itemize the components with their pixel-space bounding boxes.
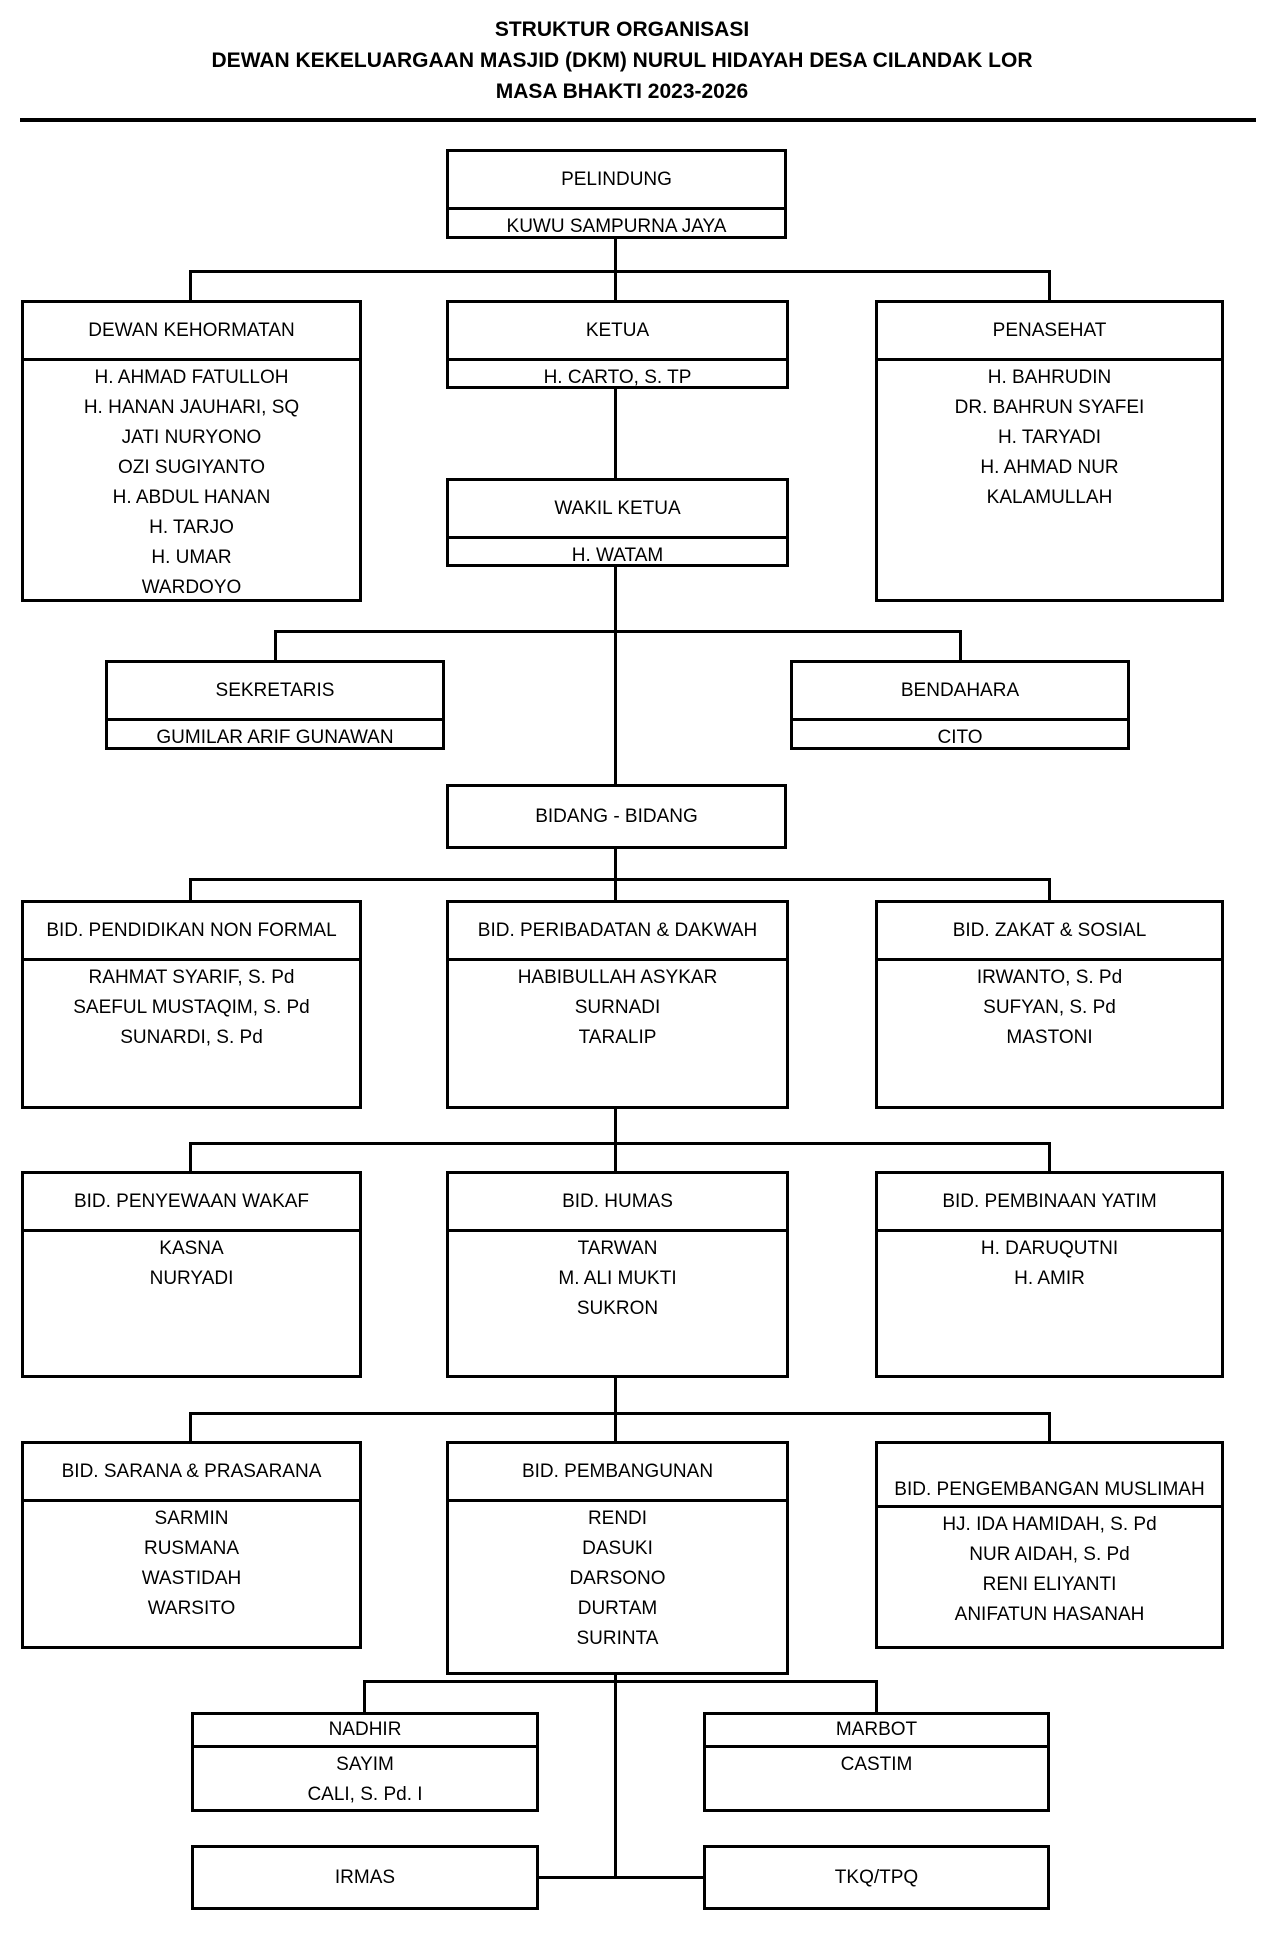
box-members <box>449 361 786 393</box>
connector-line <box>614 1412 617 1441</box>
member-name: SURNADI <box>574 997 661 1018</box>
connector-line <box>189 1142 192 1171</box>
org-box-peribadatan-dakwah <box>446 900 789 1109</box>
member-name: H. HANAN JAUHARI, SQ <box>83 397 300 418</box>
connector-line <box>614 239 617 273</box>
box-members <box>878 1232 1221 1375</box>
member-name: CALI, S. Pd. I <box>307 1784 423 1805</box>
member-name: JATI NURYONO <box>121 427 262 448</box>
member-name: SURINTA <box>576 1628 659 1649</box>
org-box-sarana-prasarana <box>21 1441 362 1649</box>
member-name: KASNA <box>159 1238 224 1259</box>
member-name: HJ. IDA HAMIDAH, S. Pd <box>942 1514 1157 1535</box>
connector-line <box>614 1675 617 1879</box>
connector-line <box>1048 878 1051 900</box>
org-box-irmas <box>191 1845 539 1910</box>
page-title-line1: STRUKTUR ORGANISASI <box>494 18 750 41</box>
member-name: IRWANTO, S. Pd <box>976 967 1123 988</box>
connector-line <box>274 630 962 633</box>
member-name: SUKRON <box>576 1298 659 1319</box>
connector-line <box>189 270 1051 273</box>
member-name: RUSMANA <box>143 1538 239 1559</box>
member-name: SAEFUL MUSTAQIM, S. Pd <box>73 997 310 1018</box>
connector-line <box>614 1378 617 1415</box>
box-members <box>449 961 786 1106</box>
member-name: H. UMAR <box>151 547 232 568</box>
org-box-nadhir <box>191 1712 539 1812</box>
box-title: BIDANG - BIDANG <box>535 805 698 827</box>
member-name: H. TARJO <box>149 517 234 538</box>
box-title: BID. PENDIDIKAN NON FORMAL <box>24 903 359 961</box>
member-name: WARDOYO <box>141 577 242 598</box>
box-members <box>24 961 359 1106</box>
member-name: HABIBULLAH ASYKAR <box>517 967 718 988</box>
box-members <box>878 361 1221 599</box>
box-members <box>878 1508 1221 1646</box>
member-name: H. AHMAD NUR <box>980 457 1119 478</box>
connector-line <box>614 878 617 900</box>
connector-line <box>614 389 617 478</box>
member-name: WARSITO <box>147 1598 236 1619</box>
box-title: KETUA <box>449 303 786 361</box>
member-name: WASTIDAH <box>141 1568 242 1589</box>
member-name: CITO <box>937 727 983 748</box>
member-name: H. BAHRUDIN <box>987 367 1112 388</box>
org-box-tkq-tpq <box>703 1845 1050 1910</box>
member-name: OZI SUGIYANTO <box>117 457 266 478</box>
member-name: GUMILAR ARIF GUNAWAN <box>156 727 394 748</box>
org-box-ketua <box>446 300 789 389</box>
member-name: H. AMIR <box>1014 1268 1085 1289</box>
box-title: BID. SARANA & PRASARANA <box>24 1444 359 1502</box>
box-title: BID. PERIBADATAN & DAKWAH <box>449 903 786 961</box>
member-name: SUNARDI, S. Pd <box>120 1027 263 1048</box>
connector-line <box>614 849 617 881</box>
box-title: BID. PEMBANGUNAN <box>449 1444 786 1502</box>
box-title: IRMAS <box>334 1866 396 1888</box>
org-box-pendidikan-non-formal <box>21 900 362 1109</box>
member-name: H. AHMAD FATULLOH <box>94 367 289 388</box>
connector-line <box>363 1680 366 1712</box>
box-title: BID. PENYEWAAN WAKAF <box>24 1174 359 1232</box>
box-title: BID. PENGEMBANGAN MUSLIMAH <box>878 1444 1221 1508</box>
connector-line <box>959 630 962 660</box>
org-box-wakil-ketua <box>446 478 789 567</box>
connector-line <box>614 1142 617 1171</box>
member-name: SARMIN <box>154 1508 229 1529</box>
box-members <box>878 961 1221 1106</box>
box-title: WAKIL KETUA <box>449 481 786 539</box>
box-title: SEKRETARIS <box>108 663 442 721</box>
connector-line <box>274 630 277 660</box>
org-box-pembangunan <box>446 1441 789 1675</box>
connector-line <box>1048 1412 1051 1441</box>
org-box-pelindung <box>446 149 787 239</box>
box-title: PELINDUNG <box>449 152 784 210</box>
member-name: NUR AIDAH, S. Pd <box>969 1544 1130 1565</box>
org-box-marbot <box>703 1712 1050 1812</box>
member-name: NURYADI <box>149 1268 234 1289</box>
box-title: DEWAN KEHORMATAN <box>24 303 359 361</box>
box-title: TKQ/TPQ <box>834 1866 919 1888</box>
connector-line <box>875 1680 878 1712</box>
box-title: NADHIR <box>194 1715 536 1748</box>
member-name: DR. BAHRUN SYAFEI <box>954 397 1145 418</box>
org-box-bidang-bidang <box>446 784 787 849</box>
box-title: PENASEHAT <box>878 303 1221 361</box>
member-name: SUFYAN, S. Pd <box>983 997 1116 1018</box>
connector-line <box>189 878 192 900</box>
member-name: MASTONI <box>1006 1027 1093 1048</box>
member-name: DARSONO <box>569 1568 666 1589</box>
box-members <box>449 1502 786 1672</box>
box-title: BENDAHARA <box>793 663 1127 721</box>
member-name: H. WATAM <box>571 545 664 566</box>
connector-line <box>1048 270 1051 300</box>
org-box-bendahara <box>790 660 1130 750</box>
connector-line <box>189 878 1051 881</box>
member-name: M. ALI MUKTI <box>558 1268 677 1289</box>
connector-line <box>189 1412 1051 1415</box>
page-title-line2: DEWAN KEKELUARGAAN MASJID (DKM) NURUL HIDAYAH DESA CILANDAK LOR <box>211 49 1033 72</box>
connector-line <box>189 270 192 300</box>
box-members <box>24 1232 359 1375</box>
org-box-dewan-kehormatan <box>21 300 362 602</box>
connector-line <box>614 270 617 300</box>
connector-line <box>614 1109 617 1145</box>
box-members <box>108 721 442 753</box>
connector-line <box>614 567 617 784</box>
member-name: H. CARTO, S. TP <box>543 367 692 388</box>
box-members <box>24 361 359 603</box>
page-title <box>0 14 1244 107</box>
box-members <box>24 1502 359 1646</box>
member-name: DASUKI <box>582 1538 653 1559</box>
member-name: CASTIM <box>840 1754 913 1775</box>
box-title: MARBOT <box>706 1715 1047 1748</box>
box-title: BID. PEMBINAAN YATIM <box>878 1174 1221 1232</box>
connector-line <box>189 1412 192 1441</box>
connector-line <box>363 1680 878 1683</box>
member-name: H. DARUQUTNI <box>980 1238 1119 1259</box>
member-name: KALAMULLAH <box>986 487 1113 508</box>
box-members <box>449 539 786 571</box>
connector-line <box>539 1876 703 1879</box>
member-name: H. ABDUL HANAN <box>112 487 271 508</box>
box-title: BID. HUMAS <box>449 1174 786 1232</box>
connector-line <box>189 1142 1051 1145</box>
box-members <box>706 1748 1047 1809</box>
title-divider-rule <box>20 118 1256 122</box>
member-name: KUWU SAMPURNA JAYA <box>506 216 727 237</box>
box-members <box>793 721 1127 753</box>
member-name: H. TARYADI <box>997 427 1102 448</box>
box-title: BID. ZAKAT & SOSIAL <box>878 903 1221 961</box>
org-box-penyewaan-wakaf <box>21 1171 362 1378</box>
member-name: TARWAN <box>577 1238 658 1259</box>
org-box-penasehat <box>875 300 1224 602</box>
member-name: DURTAM <box>577 1598 658 1619</box>
org-box-sekretaris <box>105 660 445 750</box>
member-name: RAHMAT SYARIF, S. Pd <box>88 967 295 988</box>
box-members <box>194 1748 536 1810</box>
member-name: TARALIP <box>578 1027 657 1048</box>
member-name: ANIFATUN HASANAH <box>954 1604 1145 1625</box>
box-members <box>449 210 784 242</box>
connector-line <box>1048 1142 1051 1171</box>
page-title-line3: MASA BHAKTI 2023-2026 <box>495 80 749 103</box>
org-box-humas <box>446 1171 789 1378</box>
member-name: RENDI <box>587 1508 648 1529</box>
org-box-pengembangan-muslimah <box>875 1441 1224 1649</box>
org-box-pembinaan-yatim <box>875 1171 1224 1378</box>
org-box-zakat-sosial <box>875 900 1224 1109</box>
member-name: SAYIM <box>336 1754 394 1775</box>
member-name: RENI ELIYANTI <box>982 1574 1117 1595</box>
box-members <box>449 1232 786 1375</box>
